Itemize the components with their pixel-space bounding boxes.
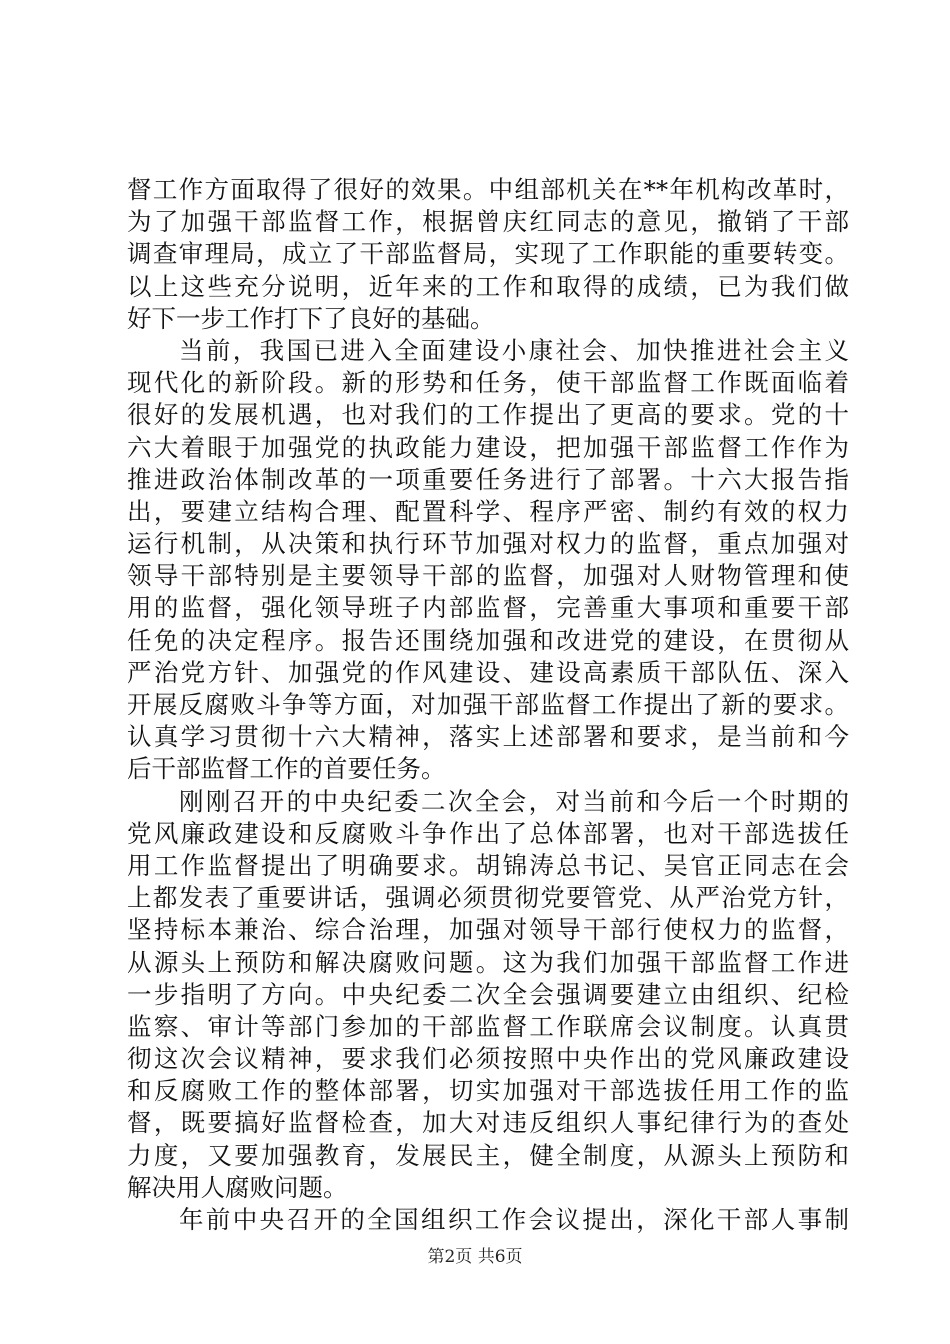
paragraph-first-line: 刚刚召开的中央纪委二次全会，对当前和今后一个时期的 <box>179 786 849 816</box>
text-line: 力度，又要加强教育，发展民主，健全制度，从源头上预防和 <box>127 1140 849 1170</box>
page-number-footer: 第2页 共6页 <box>427 1247 523 1267</box>
text-line: 用的监督，强化领导班子内部监督，完善重大事项和重要干部 <box>127 593 849 623</box>
text-line: 后干部监督工作的首要任务。 <box>127 754 446 784</box>
text-line: 很好的发展机遇，也对我们的工作提出了更高的要求。党的十 <box>127 400 849 430</box>
text-line: 和反腐败工作的整体部署，切实加强对干部选拔任用工作的监 <box>127 1076 849 1106</box>
text-line: 出，要建立结构合理、配置科学、程序严密、制约有效的权力 <box>127 496 849 526</box>
text-line: 从源头上预防和解决腐败问题。这为我们加强干部监督工作进 <box>127 947 849 977</box>
text-line: 认真学习贯彻十六大精神，落实上述部署和要求，是当前和今 <box>127 722 849 752</box>
text-line: 上都发表了重要讲话，强调必须贯彻党要管党、从严治党方针， <box>127 883 849 913</box>
paragraph-first-line: 年前中央召开的全国组织工作会议提出，深化干部人事制 <box>179 1205 849 1234</box>
paragraph-first-line: 当前，我国已进入全面建设小康社会、加快推进社会主义 <box>179 335 849 365</box>
text-line: 解决用人腐败问题。 <box>127 1172 348 1202</box>
text-line: 坚持标本兼治、综合治理，加强对领导干部行使权力的监督， <box>127 915 849 945</box>
text-line: 好下一步工作打下了良好的基础。 <box>127 303 495 333</box>
text-line: 运行机制，从决策和执行环节加强对权力的监督，重点加强对 <box>127 529 849 559</box>
text-line: 督，既要搞好监督检查，加大对违反组织人事纪律行为的查处 <box>127 1108 849 1138</box>
text-line: 用工作监督提出了明确要求。胡锦涛总书记、吴官正同志在会 <box>127 850 849 880</box>
text-line: 领导干部特别是主要领导干部的监督，加强对人财物管理和使 <box>127 561 849 591</box>
text-line: 任免的决定程序。报告还围绕加强和改进党的建设，在贯彻从 <box>127 625 849 655</box>
text-line: 彻这次会议精神，要求我们必须按照中央作出的党风廉政建设 <box>127 1044 849 1074</box>
text-line: 开展反腐败斗争等方面，对加强干部监督工作提出了新的要求。 <box>127 690 849 719</box>
text-line: 党风廉政建设和反腐败斗争作出了总体部署，也对干部选拔任 <box>127 818 849 848</box>
text-line: 严治党方针、加强党的作风建设、建设高素质干部队伍、深入 <box>127 657 849 687</box>
text-line: 为了加强干部监督工作，根据曾庆红同志的意见，撤销了干部 <box>127 207 849 237</box>
text-line: 推进政治体制改革的一项重要任务进行了部署。十六大报告指 <box>127 464 849 494</box>
text-line: 现代化的新阶段。新的形势和任务，使干部监督工作既面临着 <box>127 368 849 398</box>
text-line: 一步指明了方向。中央纪委二次全会强调要建立由组织、纪检 <box>127 979 849 1009</box>
document-body <box>127 174 849 1236</box>
text-line: 督工作方面取得了很好的效果。中组部机关在**年机构改革时， <box>127 175 849 204</box>
text-line: 六大着眼于加强党的执政能力建设，把加强干部监督工作作为 <box>127 432 849 462</box>
text-line: 调查审理局，成立了干部监督局，实现了工作职能的重要转变。 <box>127 239 849 269</box>
text-line: 以上这些充分说明，近年来的工作和取得的成绩，已为我们做 <box>127 271 849 301</box>
text-line: 监察、审计等部门参加的干部监督工作联席会议制度。认真贯 <box>127 1011 849 1041</box>
